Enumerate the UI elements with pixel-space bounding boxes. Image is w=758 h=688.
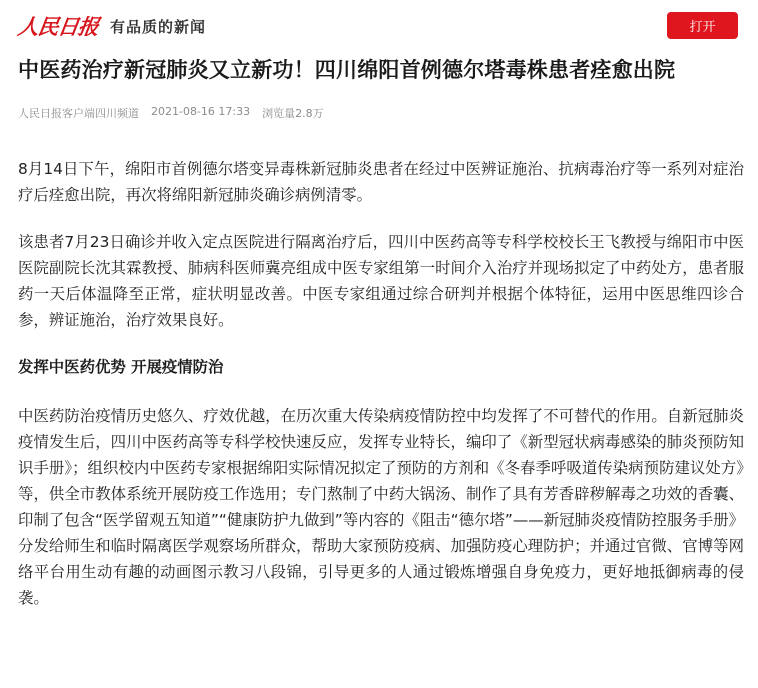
top-bar <box>0 0 758 50</box>
article-source[interactable]: 人民日报客户端四川频道 <box>18 107 139 120</box>
article-paragraph-1: 8月14日下午，绵阳市首例德尔塔变异毒株新冠肺炎患者在经过中医辨证施治、抗病毒治疗等一系列对症治疗后痊愈出院，再次将绵阳新冠肺炎确诊病例清零。 <box>18 160 744 204</box>
article-title: 中医药治疗新冠肺炎又立新功！四川绵阳首例德尔塔毒株患者痊愈出院 <box>18 58 676 82</box>
article-meta <box>18 105 324 121</box>
open-app-button[interactable]: 打开 <box>667 12 738 39</box>
article-body <box>18 156 744 632</box>
logo-slogan: 有品质的新闻 <box>110 17 207 36</box>
article-datetime: 2021-08-16 17:33 <box>151 105 251 118</box>
section-subheading: 发挥中医药优势 开展疫情防治 <box>18 358 224 376</box>
article-paragraph-2: 该患者7月23日确诊并收入定点医院进行隔离治疗后，四川中医药高等专科学校校长王飞教授与绵阳市中医医院副院长沈其霖教授、肺病科医师冀亮组成中医专家组第一时间介入治疗并现场拟定了中药处方，患者服药一天后体温降至正常，症状明显改善。中医专家组通过综合研判并根据个体特征，运用中医思维四诊合参，辨证施治，治疗效果良好。 <box>18 233 744 329</box>
brand-logo[interactable] <box>18 13 206 39</box>
logo-wordmark: 人民日报 <box>16 14 100 39</box>
article-views: 浏览量2.8万 <box>262 107 324 120</box>
article-paragraph-3: 中医药防治疫情历史悠久、疗效优越，在历次重大传染病疫情防控中均发挥了不可替代的作用。自新冠肺炎疫情发生后，四川中医药高等专科学校快速反应，发挥专业特长，编印了《新型冠状病毒感染的肺炎预防知识手册》；组织校内中医药专家根据绵阳实际情况拟定了预防的方剂和《冬春季呼吸道传染病预防建议处方》等，供全市教体系统开展防疫工作选用；专门熬制了中药大锅汤、制作了具有芳香辟秽解毒之功效的香囊、印制了包含“医学留观五知道”“健康防护九做到”等内容的《阻击“德尔塔”——新冠肺炎疫情防控服务手册》分发给师生和临时隔离医学观察场所群众，帮助大家预防疫病、加强防疫心理防护；并通过官微、官博等网络平台用生动有趣的动画图示教习八段锦，引导更多的人通过锻炼增强自身免疫力，更好地抵御病毒的侵袭。 <box>18 407 744 607</box>
